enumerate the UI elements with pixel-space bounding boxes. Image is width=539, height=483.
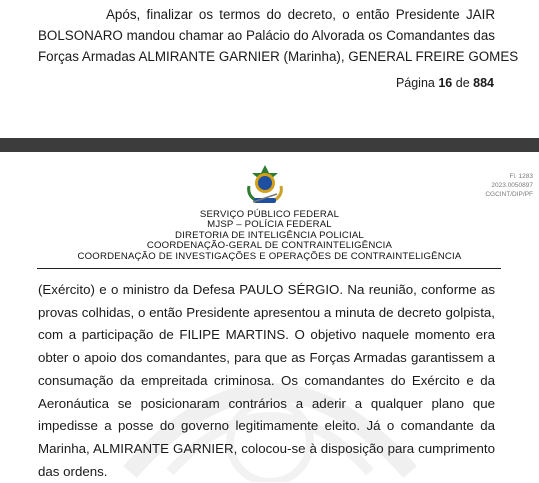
- page-total: 884: [473, 76, 494, 90]
- stamp-line-2: 2023.0050897: [491, 182, 533, 189]
- document-stamp: [485, 172, 533, 199]
- previous-page-line-1: Após, finalizar os termos do decreto, o então Presidente JAIR: [106, 7, 495, 22]
- stamp-line-3: CGCINT/DIP/PF: [485, 191, 533, 198]
- current-page: [0, 152, 539, 482]
- body-line-1: (Exército) e o ministro da Defesa PAULO SÉRGIO. Na reunião, conforme as: [38, 282, 495, 297]
- page-separator: [0, 138, 539, 152]
- body-line-7: impedisse a posse do governo legitimamente eleito. Já o comandante da: [38, 418, 495, 434]
- page-of: de: [455, 76, 470, 90]
- page-number: [396, 74, 494, 92]
- body-line-5: consumação da empreitada criminosa. Os comandantes do Exército e da: [38, 372, 495, 388]
- body-line-8: Marinha, ALMIRANTE GARNIER, colocou-se à disposição para cumprimento: [38, 440, 495, 456]
- previous-page-line-2: BOLSONARO mandou chamar ao Palácio do Alvorada os Comandantes das: [38, 28, 495, 43]
- header-line-3: DIRETORIA DE INTELIGÊNCIA POLICIAL: [175, 229, 364, 241]
- header-line-2: MJSP – POLÍCIA FEDERAL: [207, 219, 332, 231]
- document-header: [60, 210, 479, 262]
- previous-page-line-3: Forças Armadas ALMIRANTE GARNIER (Marinha), GENERAL FREIRE GOMES: [38, 49, 519, 64]
- body-line-3: com a participação de FILIPE MARTINS. O objetivo naquele momento era: [38, 327, 495, 343]
- page-current: 16: [438, 76, 453, 90]
- body-line-6: Aeronáutica se posicionaram contrários a aderir a qualquer plano que: [38, 395, 495, 411]
- body-line-4: obter o apoio dos comandantes, para que as Forças Armadas garantissem a: [38, 350, 495, 366]
- stamp-line-1: Fl. 1283: [509, 173, 533, 180]
- brazil-coat-of-arms-icon: [243, 164, 287, 206]
- body-paragraph: [38, 279, 495, 483]
- previous-page: [0, 0, 539, 138]
- body-line-9: das ordens.: [38, 463, 108, 479]
- header-line-1: SERVIÇO PÚBLICO FEDERAL: [199, 209, 340, 220]
- page-label: Página: [395, 76, 435, 90]
- header-divider: [37, 268, 501, 269]
- header-line-4: COORDENAÇÃO-GERAL DE CONTRAINTELIGÊNCIA: [146, 240, 393, 252]
- body-line-2: provas colhidas, o então Presidente apresentou a minuta de decreto golpista,: [38, 304, 495, 320]
- header-line-5: COORDENAÇÃO DE INVESTIGAÇÕES E OPERAÇÕES DE CONTRAINTELIGÊNCIA: [77, 250, 462, 262]
